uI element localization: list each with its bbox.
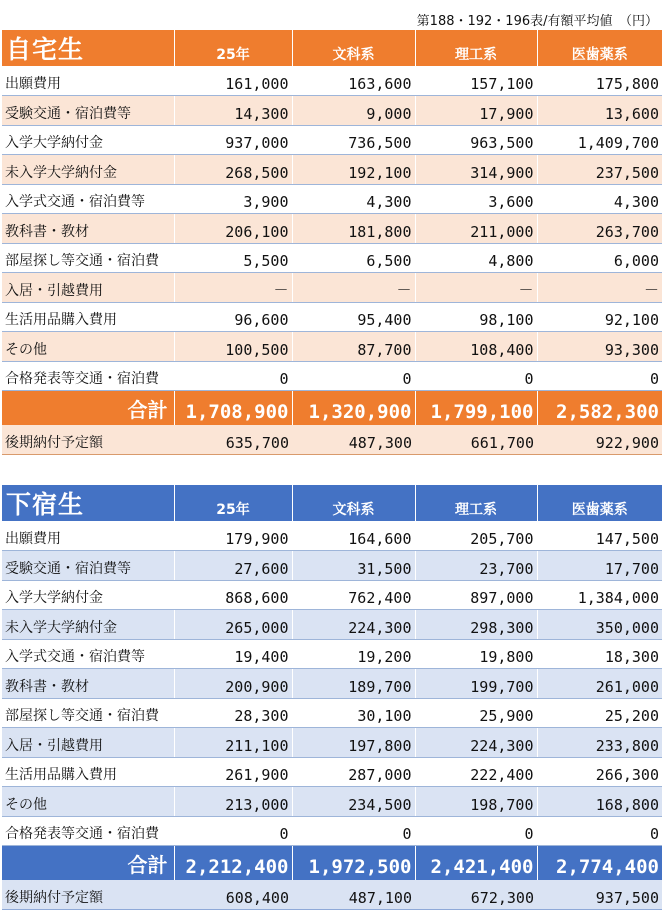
cell-value: 95,400 — [292, 302, 415, 332]
row-label: 教科書・教材 — [2, 214, 174, 244]
cell-value: 0 — [537, 816, 662, 846]
total-value: 1,972,500 — [292, 846, 415, 880]
deferred-value: 672,300 — [415, 880, 537, 910]
total-value: 2,421,400 — [415, 846, 537, 880]
total-row — [2, 846, 662, 880]
total-value: 1,320,900 — [292, 391, 415, 425]
cell-value: 287,000 — [292, 757, 415, 787]
cell-value: 147,500 — [537, 521, 662, 551]
cell-value: 5,500 — [174, 243, 292, 273]
total-value: 2,582,300 — [537, 391, 662, 425]
cell-value: 14,300 — [174, 96, 292, 126]
cell-value: 237,500 — [537, 155, 662, 185]
row-label: 部屋探し等交通・宿泊費 — [2, 243, 174, 273]
table-row — [2, 610, 662, 640]
cell-value: 261,000 — [537, 669, 662, 699]
deferred-row — [2, 880, 662, 910]
row-label: 未入学大学納付金 — [2, 155, 174, 185]
row-label: 教科書・教材 — [2, 669, 174, 699]
cell-value: 0 — [537, 361, 662, 391]
cell-value: 233,800 — [537, 728, 662, 758]
row-label: 出願費用 — [2, 66, 174, 96]
boarding-student-table — [2, 485, 662, 910]
column-header: 25年 — [174, 485, 292, 521]
cell-value: 25,900 — [415, 698, 537, 728]
cell-value: 762,400 — [292, 580, 415, 610]
row-label: 出願費用 — [2, 521, 174, 551]
cell-value: 23,700 — [415, 551, 537, 581]
total-label: 合計 — [2, 846, 174, 880]
table-row — [2, 580, 662, 610]
cell-value: 211,000 — [415, 214, 537, 244]
column-header: 医歯薬系 — [537, 30, 662, 66]
cell-value: 13,600 — [537, 96, 662, 126]
table-row — [2, 184, 662, 214]
cell-value: 93,300 — [537, 332, 662, 362]
cell-value: 179,900 — [174, 521, 292, 551]
total-value: 2,212,400 — [174, 846, 292, 880]
cell-value: 963,500 — [415, 125, 537, 155]
table-row — [2, 361, 662, 391]
table-row — [2, 787, 662, 817]
cell-value: 211,100 — [174, 728, 292, 758]
table-row — [2, 816, 662, 846]
row-label: 部屋探し等交通・宿泊費 — [2, 698, 174, 728]
deferred-label: 後期納付予定額 — [2, 425, 174, 455]
cell-value: 100,500 — [174, 332, 292, 362]
cell-value: 175,800 — [537, 66, 662, 96]
cell-value: 108,400 — [415, 332, 537, 362]
table-row — [2, 669, 662, 699]
cell-value: 19,400 — [174, 639, 292, 669]
table-row — [2, 214, 662, 244]
total-row — [2, 391, 662, 425]
cell-value: 96,600 — [174, 302, 292, 332]
cell-value: 265,000 — [174, 610, 292, 640]
table-caption: 第188・192・196表/有額平均値 （円） — [416, 14, 658, 29]
cell-value: 234,500 — [292, 787, 415, 817]
row-label: 未入学大学納付金 — [2, 610, 174, 640]
cell-value: 868,600 — [174, 580, 292, 610]
cell-value: 897,000 — [415, 580, 537, 610]
cell-value: － — [292, 273, 415, 303]
row-label: 生活用品購入費用 — [2, 302, 174, 332]
cell-value: 205,700 — [415, 521, 537, 551]
cell-value: 1,409,700 — [537, 125, 662, 155]
cell-value: 0 — [292, 816, 415, 846]
table-row — [2, 125, 662, 155]
cell-value: 6,000 — [537, 243, 662, 273]
section-title: 自宅生 — [2, 30, 174, 66]
cell-value: 263,700 — [537, 214, 662, 244]
cell-value: 19,200 — [292, 639, 415, 669]
row-label: 受験交通・宿泊費等 — [2, 96, 174, 126]
cell-value: 0 — [174, 816, 292, 846]
total-value: 1,799,100 — [415, 391, 537, 425]
cell-value: 198,700 — [415, 787, 537, 817]
cell-value: 28,300 — [174, 698, 292, 728]
table-row — [2, 273, 662, 303]
row-label: 入居・引越費用 — [2, 273, 174, 303]
table-row — [2, 96, 662, 126]
cell-value: 0 — [292, 361, 415, 391]
cell-value: 17,700 — [537, 551, 662, 581]
cell-value: 224,300 — [292, 610, 415, 640]
cell-value: 164,600 — [292, 521, 415, 551]
row-label: 入学式交通・宿泊費等 — [2, 639, 174, 669]
cell-value: 192,100 — [292, 155, 415, 185]
cell-value: 27,600 — [174, 551, 292, 581]
cell-value: 199,700 — [415, 669, 537, 699]
cell-value: 31,500 — [292, 551, 415, 581]
total-value: 1,708,900 — [174, 391, 292, 425]
cell-value: 0 — [415, 816, 537, 846]
table-row — [2, 155, 662, 185]
cell-value: 736,500 — [292, 125, 415, 155]
cell-value: 266,300 — [537, 757, 662, 787]
cell-value: 937,000 — [174, 125, 292, 155]
total-label: 合計 — [2, 391, 174, 425]
table-row — [2, 302, 662, 332]
table-row — [2, 728, 662, 758]
row-label: その他 — [2, 787, 174, 817]
total-value: 2,774,400 — [537, 846, 662, 880]
table-row — [2, 698, 662, 728]
cell-value: 224,300 — [415, 728, 537, 758]
cell-value: 4,300 — [292, 184, 415, 214]
deferred-label: 後期納付予定額 — [2, 880, 174, 910]
cell-value: 222,400 — [415, 757, 537, 787]
cell-value: 268,500 — [174, 155, 292, 185]
cell-value: 19,800 — [415, 639, 537, 669]
cell-value: 161,000 — [174, 66, 292, 96]
deferred-row — [2, 425, 662, 455]
cell-value: 213,000 — [174, 787, 292, 817]
cell-value: 9,000 — [292, 96, 415, 126]
table-row — [2, 521, 662, 551]
row-label: 合格発表等交通・宿泊費 — [2, 816, 174, 846]
column-header: 文科系 — [292, 30, 415, 66]
deferred-value: 937,500 — [537, 880, 662, 910]
column-header: 25年 — [174, 30, 292, 66]
row-label: 入学大学納付金 — [2, 580, 174, 610]
cell-value: 3,900 — [174, 184, 292, 214]
column-header: 文科系 — [292, 485, 415, 521]
cell-value: 197,800 — [292, 728, 415, 758]
table-row — [2, 332, 662, 362]
cell-value: － — [174, 273, 292, 303]
section-header-row — [2, 485, 662, 521]
cell-value: 0 — [174, 361, 292, 391]
column-header: 医歯薬系 — [537, 485, 662, 521]
row-label: 受験交通・宿泊費等 — [2, 551, 174, 581]
cell-value: 1,384,000 — [537, 580, 662, 610]
column-header: 理工系 — [415, 30, 537, 66]
cell-value: 92,100 — [537, 302, 662, 332]
deferred-value: 487,100 — [292, 880, 415, 910]
deferred-value: 922,900 — [537, 425, 662, 455]
cell-value: 298,300 — [415, 610, 537, 640]
cell-value: 181,800 — [292, 214, 415, 244]
cell-value: 25,200 — [537, 698, 662, 728]
column-header: 理工系 — [415, 485, 537, 521]
table-row — [2, 757, 662, 787]
deferred-value: 608,400 — [174, 880, 292, 910]
cell-value: 98,100 — [415, 302, 537, 332]
row-label: 入居・引越費用 — [2, 728, 174, 758]
deferred-value: 487,300 — [292, 425, 415, 455]
home-student-table — [2, 30, 662, 455]
row-label: 入学式交通・宿泊費等 — [2, 184, 174, 214]
table-row — [2, 243, 662, 273]
deferred-value: 661,700 — [415, 425, 537, 455]
cell-value: 350,000 — [537, 610, 662, 640]
cell-value: － — [415, 273, 537, 303]
deferred-value: 635,700 — [174, 425, 292, 455]
cell-value: 157,100 — [415, 66, 537, 96]
row-label: 合格発表等交通・宿泊費 — [2, 361, 174, 391]
cell-value: 189,700 — [292, 669, 415, 699]
cell-value: 30,100 — [292, 698, 415, 728]
cell-value: 87,700 — [292, 332, 415, 362]
table-row — [2, 66, 662, 96]
cell-value: 200,900 — [174, 669, 292, 699]
section-header-row — [2, 30, 662, 66]
row-label: 入学大学納付金 — [2, 125, 174, 155]
cell-value: 4,300 — [537, 184, 662, 214]
cell-value: 314,900 — [415, 155, 537, 185]
cell-value: 17,900 — [415, 96, 537, 126]
row-label: 生活用品購入費用 — [2, 757, 174, 787]
cell-value: 206,100 — [174, 214, 292, 244]
row-label: その他 — [2, 332, 174, 362]
cell-value: － — [537, 273, 662, 303]
cell-value: 0 — [415, 361, 537, 391]
table-row — [2, 639, 662, 669]
cell-value: 4,800 — [415, 243, 537, 273]
cell-value: 3,600 — [415, 184, 537, 214]
cell-value: 261,900 — [174, 757, 292, 787]
table-row — [2, 551, 662, 581]
cell-value: 163,600 — [292, 66, 415, 96]
section-title: 下宿生 — [2, 485, 174, 521]
cell-value: 18,300 — [537, 639, 662, 669]
cell-value: 168,800 — [537, 787, 662, 817]
cell-value: 6,500 — [292, 243, 415, 273]
